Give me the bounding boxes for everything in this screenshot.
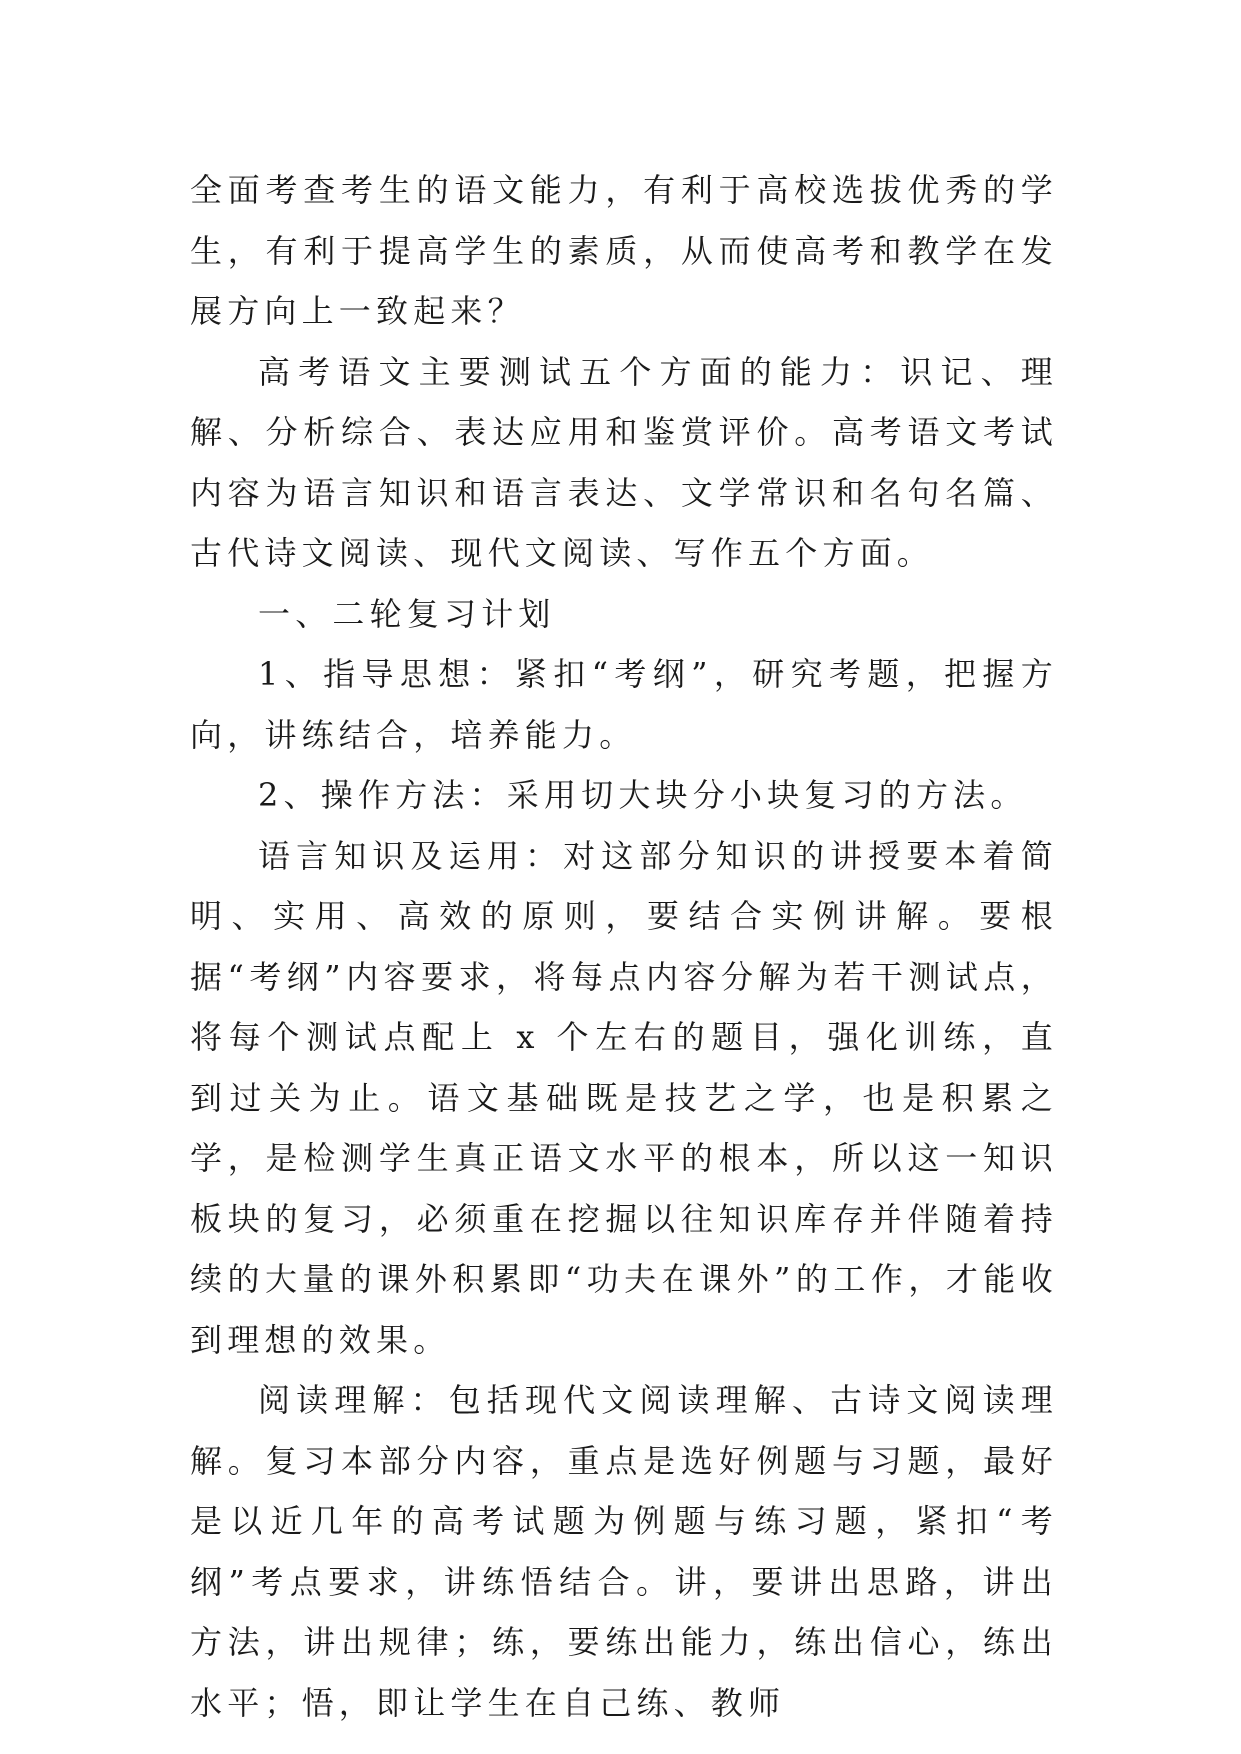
paragraph-1: 全面考查考生的语文能力，有利于高校选拔优秀的学生，有利于提高学生的素质，从而使高考和教学在发展方向上一致起来？ <box>190 171 1058 330</box>
paragraph-reading-comprehension: 阅读理解：包括现代文阅读理解、古诗文阅读理解。复习本部分内容，重点是选好例题与习题，最好是以近几年的高考试题为例题与练习题，紧扣“考纲”考点要求，讲练悟结合。讲，要讲出思路，讲出方法，讲出规律；练，要练出能力，练出信心，练出水平；悟，即让学生在自己练、教师 <box>190 1381 1058 1722</box>
paragraph-2: 高考语文主要测试五个方面的能力：识记、理解、分析综合、表达应用和鉴赏评价。高考语文考试内容为语言知识和语言表达、文学常识和名句名篇、古代诗文阅读、现代文阅读、写作五个方面。 <box>190 352 1058 572</box>
paragraph-language-knowledge: 语言知识及运用：对这部分知识的讲授要本着简明、实用、高效的原则，要结合实例讲解。要根据“考纲”内容要求，将每点内容分解为若干测试点，将每个测试点配上 x 个左右的题目，强化训练，直到过关为止。语文基础既是技艺之学，也是积累之学，是检测学生真正语文水平的根本，所以这一知识板块的复习，必须重在挖掘以往知识库存并伴随着持续的大量的课外积累即“功夫在课外”的工作，才能收到理想的效果。 <box>190 836 1058 1359</box>
section-heading-review-plan: 一、二轮复习计划 <box>258 594 556 633</box>
paragraph-operation-method: 2、操作方法：采用切大块分小块复习的方法。 <box>258 776 1028 814</box>
paragraph-guiding-idea: 1、指导思想：紧扣“考纲”，研究考题，把握方向，讲练结合，培养能力。 <box>190 655 1058 754</box>
document-body <box>190 160 1058 1733</box>
